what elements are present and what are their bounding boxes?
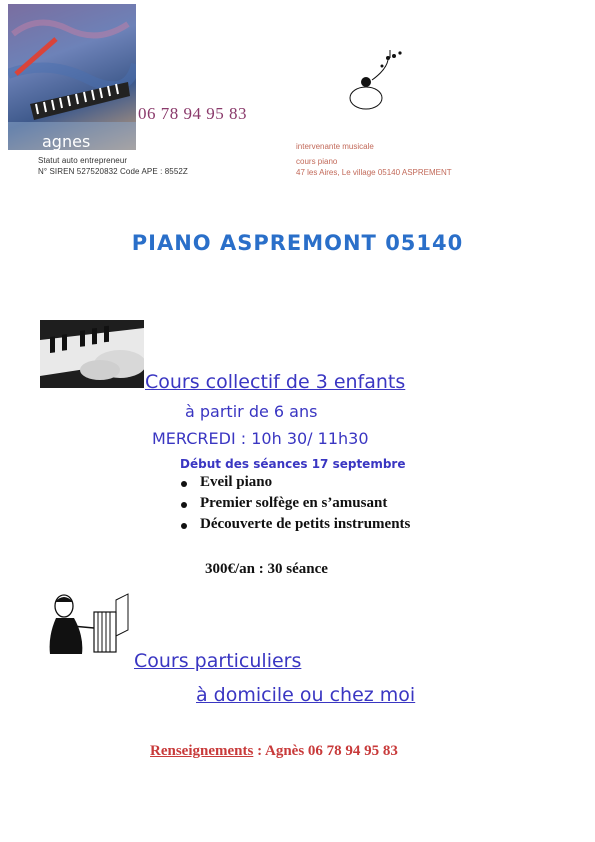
header-phone: 06 78 94 95 83 xyxy=(138,104,247,123)
contact-label: Renseignements xyxy=(150,743,254,759)
pianist-drawing xyxy=(42,590,132,656)
list-item: Découverte de petits instruments xyxy=(180,516,410,537)
group-course-schedule: MERCREDI : 10h 30/ 11h30 xyxy=(152,429,369,448)
list-item: Eveil piano xyxy=(180,474,410,495)
pianist-icon xyxy=(42,590,132,656)
logo-name: agnes xyxy=(42,132,91,151)
contact-line xyxy=(150,743,398,760)
private-course-location: à domicile ou chez moi xyxy=(196,684,416,706)
status-line: Statut auto entrepreneur xyxy=(38,156,128,165)
private-course-title: Cours particuliers xyxy=(134,650,302,672)
group-course-age: à partir de 6 ans xyxy=(185,402,318,421)
hands-piano-icon xyxy=(40,320,144,388)
list-item: Premier solfège en s’amusant xyxy=(180,495,410,516)
group-course-start: Début des séances 17 septembre xyxy=(180,457,406,471)
group-course-title: Cours collectif de 3 enfants xyxy=(145,371,406,393)
piano-logo-illustration xyxy=(8,4,136,150)
right-info-course: cours piano xyxy=(296,157,338,166)
music-notes-icon xyxy=(342,48,408,112)
right-info-role: intervenante musicale xyxy=(296,142,374,151)
contact-details: : Agnès 06 78 94 95 83 xyxy=(257,743,398,759)
course-content-list xyxy=(180,474,410,537)
hands-piano-image xyxy=(40,320,144,388)
logo-image xyxy=(8,4,136,150)
stamp-logo xyxy=(342,48,408,112)
siren-line: N° SIREN 527520832 Code APE : 8552Z xyxy=(38,167,188,176)
right-info-address: 47 les Aires, Le village 05140 ASPREMENT xyxy=(296,168,452,177)
price-line: 300€/an : 30 séance xyxy=(205,561,328,577)
page-title: PIANO ASPREMONT 05140 xyxy=(131,231,464,255)
